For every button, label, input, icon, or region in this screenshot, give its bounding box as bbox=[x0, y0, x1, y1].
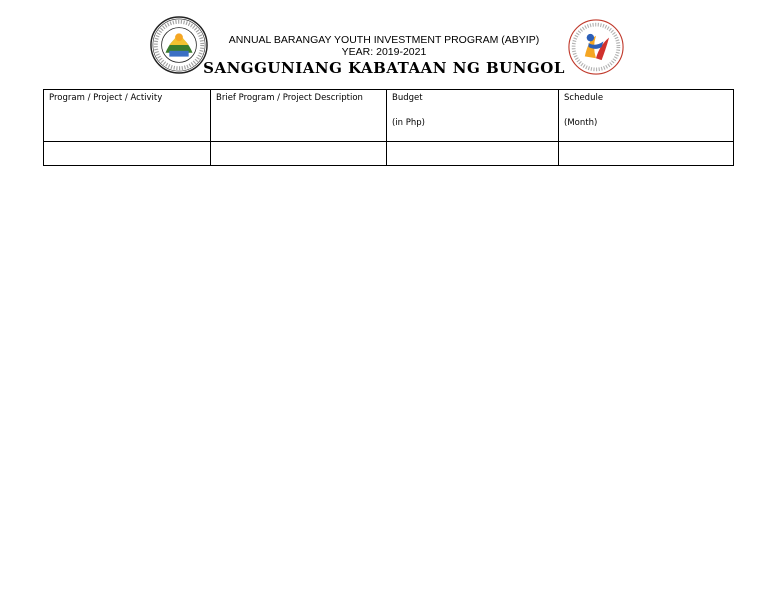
document-title-line1: ANNUAL BARANGAY YOUTH INVESTMENT PROGRAM (ABYIP) bbox=[228, 34, 540, 46]
table-cell-schedule[interactable] bbox=[559, 142, 734, 166]
table-header-row bbox=[44, 90, 734, 142]
abyip-table bbox=[43, 89, 734, 166]
organization-name: SANGGUNIANG KABATAAN NG BUNGOL bbox=[203, 59, 565, 77]
column-header-program bbox=[44, 90, 211, 142]
table-cell-budget[interactable] bbox=[387, 142, 559, 166]
column-header-description bbox=[211, 90, 387, 142]
table-cell-program[interactable] bbox=[44, 142, 211, 166]
column-header-schedule bbox=[559, 90, 734, 142]
table-cell-description[interactable] bbox=[211, 142, 387, 166]
sangguniang-kabataan-logo-icon bbox=[568, 19, 624, 75]
table-row bbox=[44, 142, 734, 166]
column-header-budget bbox=[387, 90, 559, 142]
column-header-schedule-unit: (Month) bbox=[564, 118, 598, 128]
column-header-budget-label: Budget bbox=[392, 93, 423, 103]
column-header-program-label: Program / Project / Activity bbox=[49, 93, 163, 103]
document-year: YEAR: 2019-2021 bbox=[341, 46, 427, 58]
column-header-budget-unit: (in Php) bbox=[392, 118, 425, 128]
column-header-description-label: Brief Program / Project Description bbox=[216, 93, 363, 103]
column-header-schedule-label: Schedule bbox=[564, 93, 604, 103]
